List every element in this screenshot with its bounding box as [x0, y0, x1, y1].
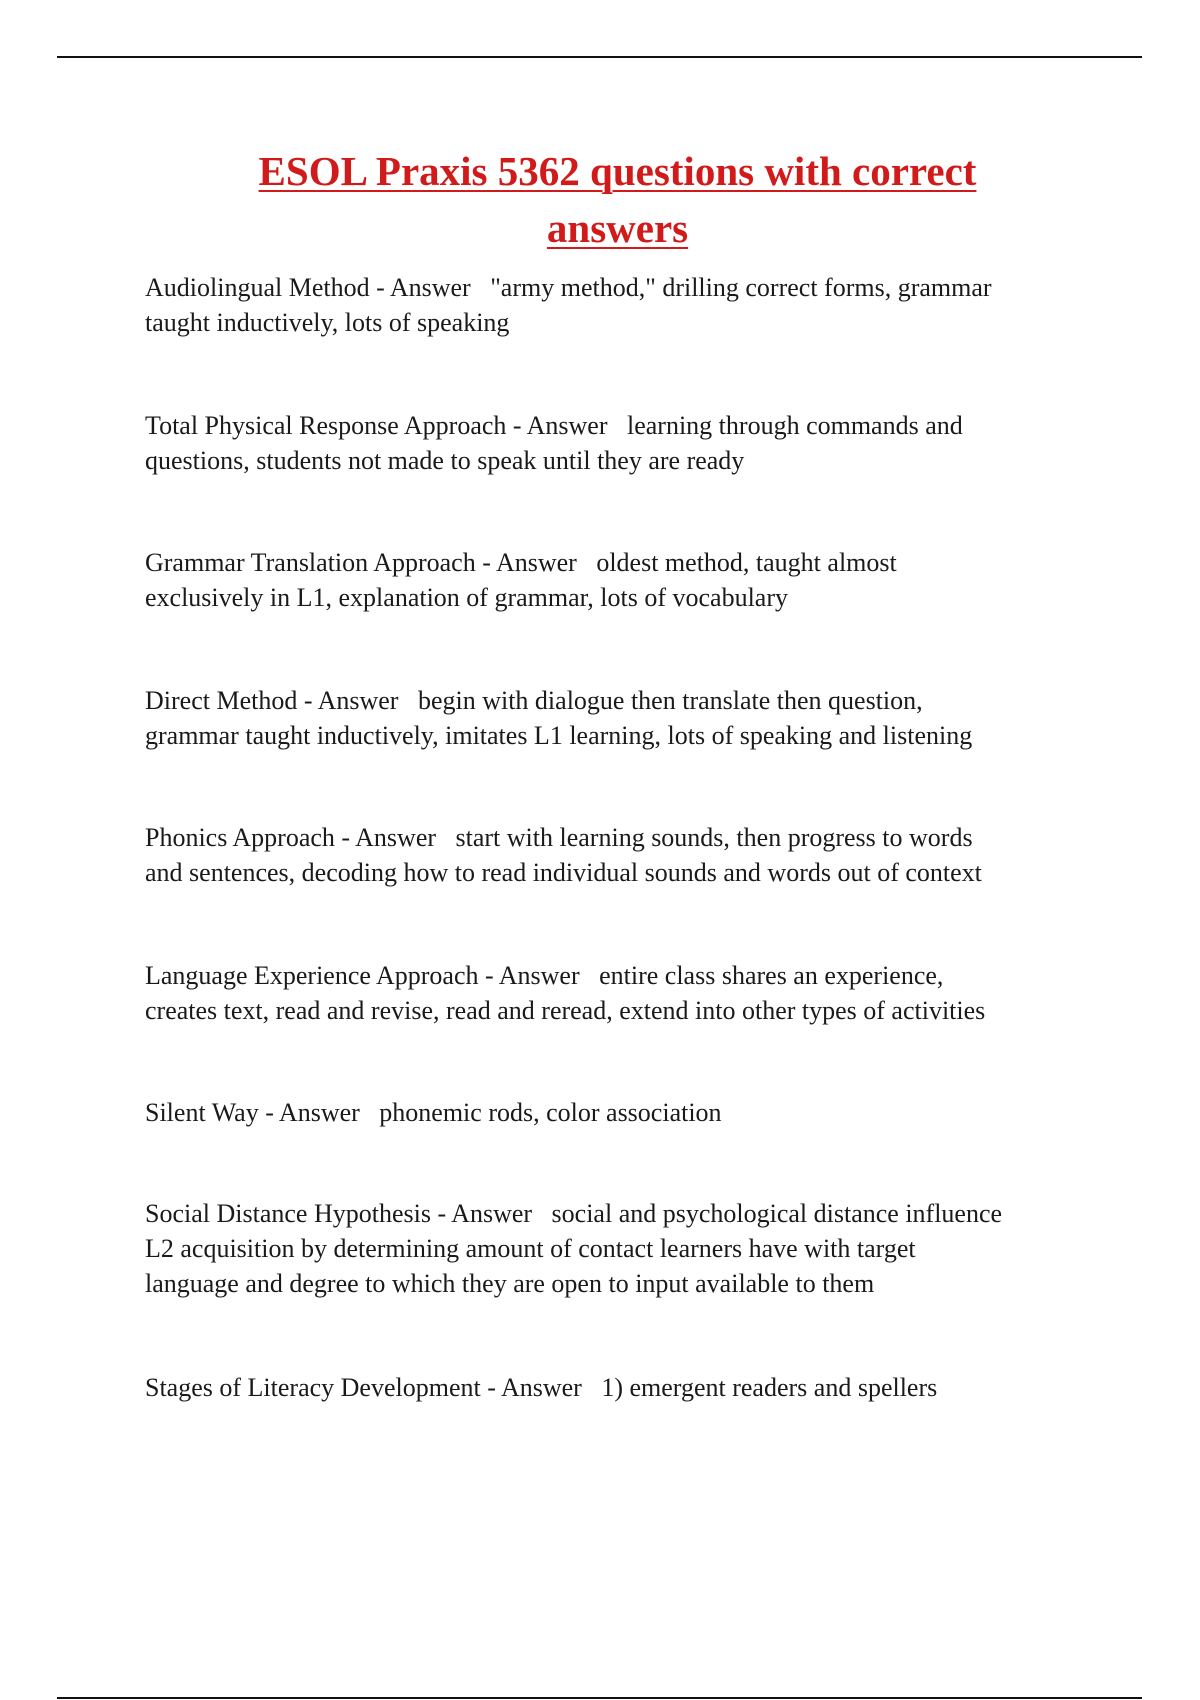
entry-answer-line-1: start with learning sounds, then progress to words [455, 823, 973, 852]
entry-term: Social Distance Hypothesis - Answer [145, 1199, 533, 1228]
entry-answer-line-1: begin with dialogue then translate then question, [417, 686, 923, 715]
entry-answer-line-2: creates text, read and revise, read and reread, extend into other types of activities [145, 996, 986, 1025]
qa-entry-audiolingual [145, 270, 1145, 340]
title-line-1: ESOL Praxis 5362 questions with correct [258, 148, 977, 194]
entry-answer-line-1: entire class shares an experience, [599, 961, 944, 990]
bottom-rule [57, 1697, 1142, 1699]
entry-answer-line-2: exclusively in L1, explanation of grammar, lots of vocabulary [145, 583, 788, 612]
entry-answer-line-1: social and psychological distance influence [551, 1199, 1003, 1228]
qa-entry-silent-way [145, 1095, 1145, 1130]
entry-answer-line-1: oldest method, taught almost [596, 548, 897, 577]
qa-entry-direct-method [145, 683, 1145, 753]
entry-term: Phonics Approach - Answer [145, 823, 437, 852]
title-line-2: answers [546, 205, 689, 251]
entry-term: Total Physical Response Approach - Answer [145, 411, 608, 440]
entry-answer-line-2: taught inductively, lots of speaking [145, 308, 510, 337]
page-title [0, 143, 1200, 257]
qa-entry-tpr [145, 408, 1145, 478]
entry-term: Grammar Translation Approach - Answer [145, 548, 577, 577]
entry-term: Direct Method - Answer [145, 686, 399, 715]
entry-term: Language Experience Approach - Answer [145, 961, 580, 990]
entry-answer-line-1: "army method," drilling correct forms, grammar [490, 273, 992, 302]
entry-answer-line-2: L2 acquisition by determining amount of contact learners have with target [145, 1234, 916, 1263]
qa-entry-grammar-translation [145, 545, 1145, 615]
entry-answer-line-1: phonemic rods, color association [379, 1098, 722, 1127]
qa-entry-phonics [145, 820, 1145, 890]
entry-term: Silent Way - Answer [145, 1098, 360, 1127]
entry-answer-line-2: grammar taught inductively, imitates L1 learning, lots of speaking and listening [145, 721, 973, 750]
top-rule [57, 56, 1142, 58]
qa-entry-language-experience [145, 958, 1145, 1028]
entry-answer-line-2: and sentences, decoding how to read individual sounds and words out of context [145, 858, 982, 887]
qa-entry-literacy-stages [145, 1370, 1145, 1405]
entry-term: Audiolingual Method - Answer [145, 273, 471, 302]
entry-term: Stages of Literacy Development - Answer [145, 1373, 582, 1402]
entry-answer-line-2: questions, students not made to speak until they are ready [145, 446, 745, 475]
qa-entry-social-distance [145, 1196, 1145, 1301]
entry-answer-line-1: 1) emergent readers and spellers [601, 1373, 938, 1402]
entry-answer-line-1: learning through commands and [627, 411, 963, 440]
entry-answer-line-3: language and degree to which they are open to input available to them [145, 1269, 875, 1298]
